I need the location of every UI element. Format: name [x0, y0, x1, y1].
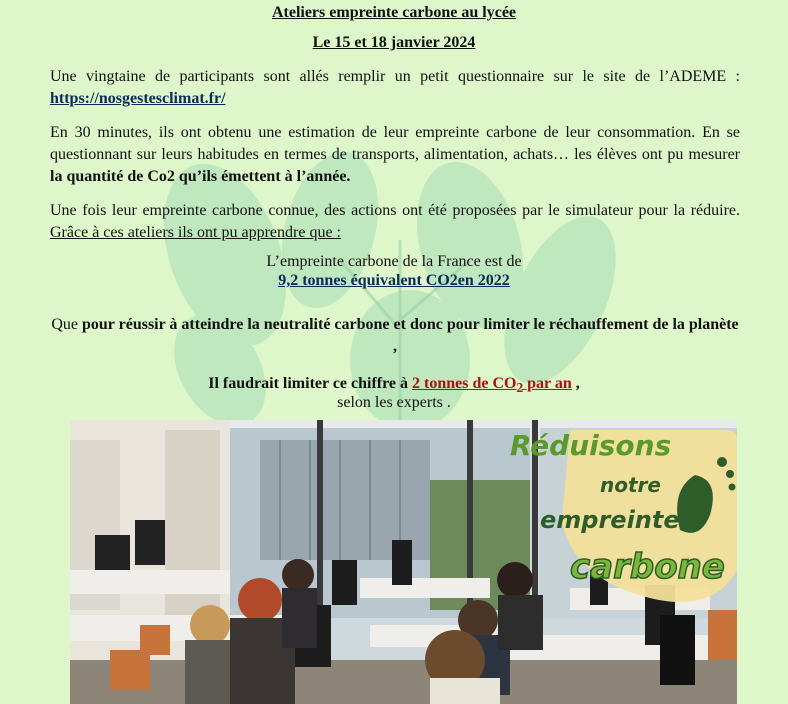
photo-desk [360, 578, 490, 598]
paragraph-participants: Une vingtaine de participants sont allés remplir un petit questionnaire sur le site de l’ADEME : https://nosgestesclimat.fr/ [50, 68, 740, 107]
event-date: Le 15 et 18 janvier 2024 [312, 34, 476, 51]
photo-curtain [165, 430, 220, 630]
badge-line1: Réduisons [510, 429, 672, 462]
footprint-toe [726, 470, 734, 478]
paragraph-estimation: En 30 minutes, ils ont obtenu une estimation de leur empreinte carbone de leur consommation. En se questionnant sur leurs habitudes en termes de transports, alimentation, achats… les élèves ont pu mesurer la quantité de Co2 qu’ils émettent à l’année. [50, 124, 740, 185]
photo-student [282, 559, 314, 591]
limit-statement: Il faudrait limiter ce chiffre à 2 tonnes de $CO_2$ par an , [208, 375, 580, 396]
photo-chair [140, 625, 170, 655]
photo-chair [110, 650, 150, 690]
photo-student [282, 588, 317, 648]
photo-student [190, 605, 230, 645]
photo-monitor [392, 540, 412, 585]
neutrality-goal: Que pour réussir à atteindre la neutralité carbone et donc pour limiter le réchauffement de la planète , [51, 316, 739, 355]
photo-monitor [332, 560, 357, 605]
footprint-toe [729, 484, 736, 491]
badge-line2: notre [600, 473, 661, 497]
photo-chair [708, 610, 737, 660]
france-footprint-value: 9,2 tonnes équivalent CO2en 2022 [278, 272, 510, 289]
experts-note: selon les experts . [337, 394, 451, 411]
photo-student [238, 578, 282, 622]
photo-desk [70, 570, 230, 594]
photo-monitor [95, 535, 130, 570]
photo-student [430, 678, 500, 704]
badge-line3: empreinte [540, 506, 680, 534]
photo-floor [70, 660, 737, 704]
page-title: Ateliers empreinte carbone au lycée [271, 4, 517, 21]
paragraph-actions: Une fois leur empreinte carbone connue, des actions ont été proposées par le simulateur pour la réduire. Grâce à ces ateliers ils ont pu apprendre que : [50, 202, 740, 241]
classroom-photo [70, 420, 737, 704]
photo-monitor [660, 615, 695, 685]
ademe-link[interactable]: https://nosgestesclimat.fr/ [50, 90, 226, 107]
limit-value: 2 tonnes de $CO_2$ par an [412, 375, 572, 396]
footprint-toe [717, 457, 727, 467]
photo-student [498, 595, 543, 650]
france-footprint-label: L’empreinte carbone de la France est de [266, 253, 522, 270]
photo-student [497, 562, 533, 598]
badge-line4: carbone [570, 547, 725, 587]
photo-monitor [135, 520, 165, 565]
